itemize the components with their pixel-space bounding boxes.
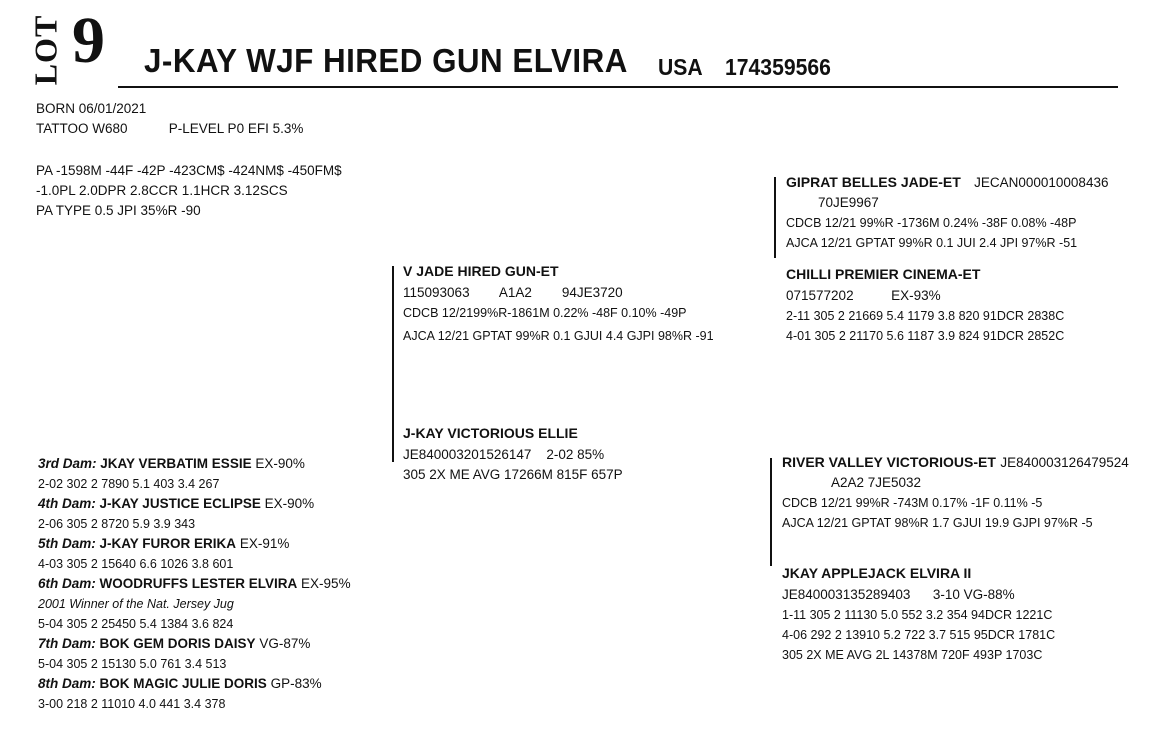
sire-dam-name: CHILLI PREMIER CINEMA-ET — [786, 266, 981, 282]
sire-dam-record-2: 4-01 305 2 21170 5.6 1187 3.9 824 91DCR 2852C — [786, 329, 1065, 343]
dam-dam-record-1: 1-11 305 2 11130 5.0 552 3.2 354 94DCR 1221C — [782, 608, 1053, 622]
dam-record: 5-04 305 2 15130 5.0 761 3.4 513 — [38, 657, 227, 671]
dam-sire-id1: JE840003126479524 — [1000, 455, 1129, 470]
sire-dam-ids: 071577202 EX-93% — [786, 288, 941, 303]
plevel-efi: P-LEVEL P0 EFI 5.3% — [168, 121, 304, 136]
dam-name: J-KAY VICTORIOUS ELLIE — [403, 425, 578, 441]
dam-lineage-list — [38, 454, 351, 714]
sire-cdcb: CDCB 12/2199%R-1861M 0.22% -48F 0.10% -49P — [403, 306, 687, 320]
dam-dam-record-3: 305 2X ME AVG 2L 14378M 720F 493P 1703C — [782, 648, 1043, 662]
sire-block — [403, 263, 714, 346]
dam-record: 2-06 305 2 8720 5.9 3.9 343 — [38, 517, 196, 531]
sire-parents-connector — [774, 177, 776, 258]
dam-sire-id2: A2A2 7JE5032 — [831, 475, 922, 490]
dam-sire-cdcb: CDCB 12/21 99%R -743M 0.17% -1F 0.11% -5 — [782, 496, 1043, 510]
header-rule — [118, 86, 1118, 88]
dam-dam-ids: JE840003135289403 3-10 VG-88% — [782, 587, 1015, 602]
dam-dam-name: JKAY APPLEJACK ELVIRA II — [782, 565, 972, 581]
dam-record: 5-04 305 2 25450 5.4 1384 3.6 824 — [38, 617, 234, 631]
list-item: 5th Dam: J-KAY FUROR ERIKA EX-91% — [38, 536, 290, 551]
list-item: 6th Dam: WOODRUFFS LESTER ELVIRA EX-95% — [38, 576, 351, 591]
born-date: BORN 06/01/2021 — [36, 101, 147, 116]
sire-sire-ajca: AJCA 12/21 GPTAT 99%R 0.1 JUI 2.4 JPI 97%R -51 — [786, 236, 1078, 250]
pa-line-2: -1.0PL 2.0DPR 2.8CCR 1.1HCR 3.12SCS — [36, 183, 288, 198]
tattoo: TATTOO W680 — [36, 121, 128, 136]
dam-block — [403, 425, 623, 485]
sire-sire-cdcb: CDCB 12/21 99%R -1736M 0.24% -38F 0.08% -48P — [786, 216, 1077, 230]
dam-dam-block — [782, 565, 1055, 665]
list-item: 7th Dam: BOK GEM DORIS DAISY VG-87% — [38, 636, 311, 651]
sire-sire-block — [786, 173, 1108, 253]
sire-dam-record-1: 2-11 305 2 21669 5.4 1179 3.8 820 91DCR 2838C — [786, 309, 1065, 323]
lot-label: LOT — [27, 14, 64, 86]
dam-record: 3-00 218 2 11010 4.0 441 3.4 378 — [38, 697, 226, 711]
sire-sire-id2: 70JE9967 — [818, 195, 879, 210]
list-item: 8th Dam: BOK MAGIC JULIE DORIS GP-83% — [38, 676, 322, 691]
pa-line-1: PA -1598M -44F -42P -423CM$ -424NM$ -450FM$ — [36, 163, 342, 178]
dam-sire-name: RIVER VALLEY VICTORIOUS-ET — [782, 454, 996, 470]
dam-record: 305 2X ME AVG 17266M 815F 657P — [403, 467, 623, 482]
sire-dam-connector — [392, 266, 394, 462]
lot-number: 9 — [72, 4, 105, 77]
list-item: 4th Dam: J-KAY JUSTICE ECLIPSE EX-90% — [38, 496, 315, 511]
dam-record: 2-02 302 2 7890 5.1 403 3.4 267 — [38, 477, 220, 491]
animal-name: J-KAY WJF HIRED GUN ELVIRA — [144, 42, 628, 79]
sire-sire-id1: JECAN000010008436 — [974, 175, 1109, 190]
pa-line-3: PA TYPE 0.5 JPI 35%R -90 — [36, 203, 201, 218]
dam-record: 4-03 305 2 15640 6.6 1026 3.8 601 — [38, 557, 234, 571]
dam-note: 2001 Winner of the Nat. Jersey Jug — [38, 597, 234, 611]
sire-dam-block — [786, 266, 1064, 346]
dam-parents-connector — [770, 458, 772, 566]
sire-ids: 115093063 A1A2 94JE3720 — [403, 285, 623, 300]
dam-dam-record-2: 4-06 292 2 13910 5.2 722 3.7 515 95DCR 1781C — [782, 628, 1056, 642]
sire-name: V JADE HIRED GUN-ET — [403, 263, 559, 279]
registration-number: 174359566 — [725, 54, 831, 80]
country: USA — [658, 54, 703, 80]
dam-sire-ajca: AJCA 12/21 GPTAT 98%R 1.7 GJUI 19.9 GJPI 97%R -5 — [782, 516, 1093, 530]
list-item: 3rd Dam: JKAY VERBATIM ESSIE EX-90% — [38, 456, 305, 471]
dam-sire-block — [782, 453, 1129, 533]
animal-pa — [36, 161, 342, 221]
animal-info — [36, 99, 303, 139]
sire-sire-name: GIPRAT BELLES JADE-ET — [786, 174, 961, 190]
dam-ids: JE840003201526147 2-02 85% — [403, 447, 605, 462]
sire-ajca: AJCA 12/21 GPTAT 99%R 0.1 GJUI 4.4 GJPI 98%R -91 — [403, 329, 714, 343]
